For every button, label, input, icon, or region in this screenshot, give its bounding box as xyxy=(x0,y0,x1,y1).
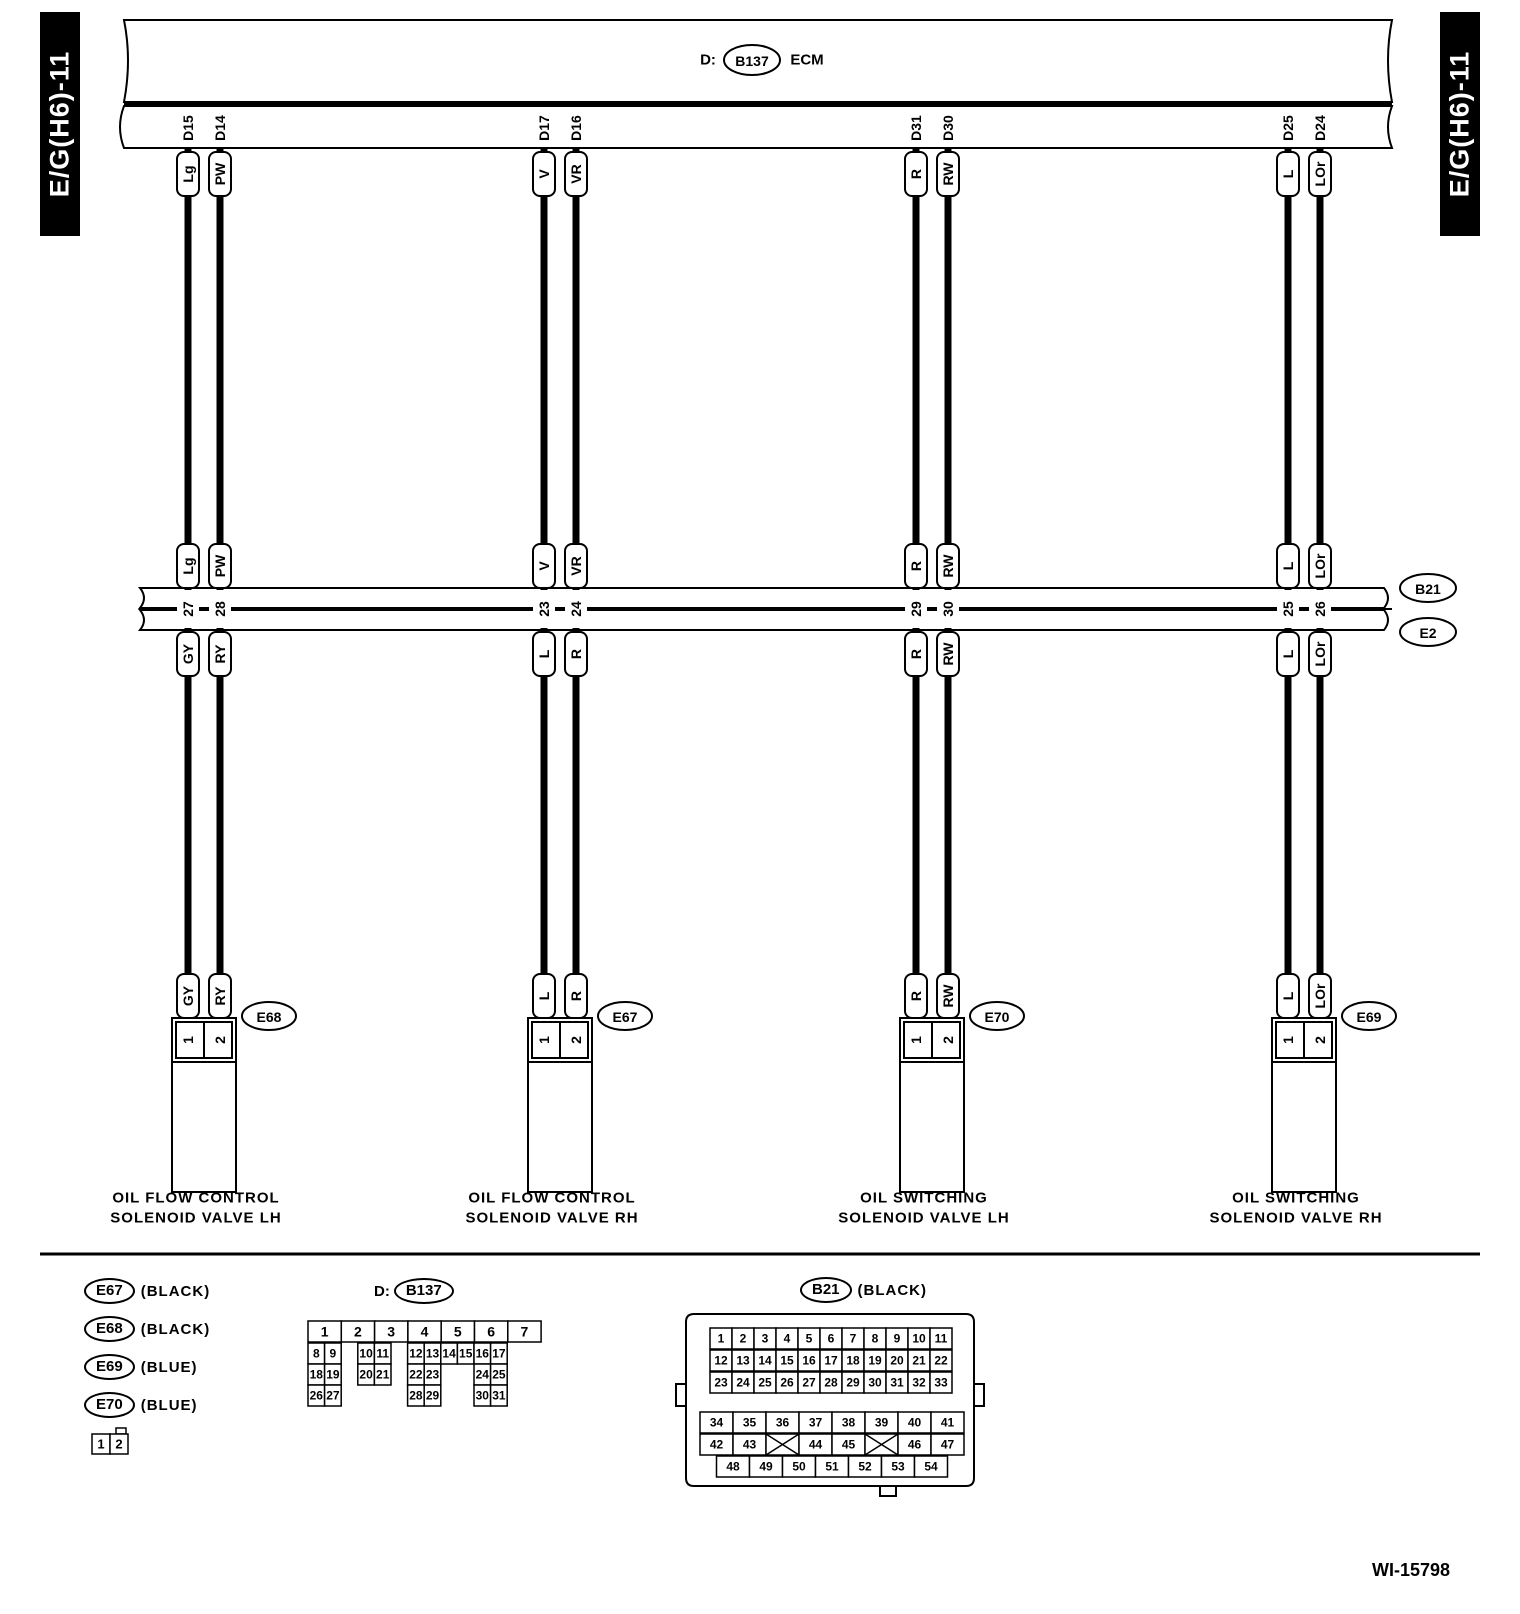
junction-upper-half xyxy=(140,588,1388,608)
b21-pin-label: 41 xyxy=(940,1415,955,1430)
solenoid-valve-body xyxy=(900,1062,964,1192)
connector-color: (BLACK) xyxy=(140,1282,211,1300)
wire-color-valve-text: L xyxy=(536,991,552,1001)
b21-pin-label: 13 xyxy=(736,1353,750,1368)
ecm-pin-label: D15 xyxy=(180,115,196,141)
b21-pin-label: 44 xyxy=(808,1437,823,1452)
wire-color-junction-out-text: GY xyxy=(180,643,196,665)
valve-label-line2: SOLENOID VALVE RH xyxy=(465,1209,639,1227)
b21-pin-label: 25 xyxy=(758,1375,772,1390)
wire-color-top-text: L xyxy=(1280,169,1296,179)
section-tab-right-label: E/G(H6)-11 xyxy=(1444,50,1475,198)
b137-face-header xyxy=(374,1278,454,1304)
wire-color-junction-in-text: L xyxy=(1280,561,1296,571)
b137-pin-label: 26 xyxy=(309,1388,323,1403)
b21-pin-label: 38 xyxy=(841,1415,856,1430)
wire-color-valve-text: RY xyxy=(212,986,228,1006)
b21-pin-label: 30 xyxy=(868,1375,882,1390)
junction-b21-label: B21 xyxy=(1415,581,1441,597)
b137-pin-label: 18 xyxy=(309,1367,323,1382)
b21-latch-right xyxy=(974,1384,984,1406)
b137-pin-label: 27 xyxy=(326,1388,340,1403)
b21-pin-label: 36 xyxy=(775,1415,790,1430)
connector-badge: E67 xyxy=(84,1278,135,1304)
ecm-pin-label: D24 xyxy=(1312,115,1328,141)
wire-color-top-text: PW xyxy=(212,162,228,186)
b137-pin-label: 11 xyxy=(376,1346,390,1361)
wire-color-valve-text: L xyxy=(1280,991,1296,1001)
b21-pin-label: 21 xyxy=(912,1353,926,1368)
valve-connector-e68-label: E68 xyxy=(256,1009,282,1025)
b137-pin-label: 14 xyxy=(442,1346,456,1361)
wire-color-junction-out-text: LOr xyxy=(1312,641,1328,667)
b21-pin-label: 18 xyxy=(846,1353,860,1368)
two-pin-face-label: 1 xyxy=(97,1436,105,1452)
b21-pin-label: 23 xyxy=(714,1375,728,1390)
junction-pin-label: 30 xyxy=(940,601,956,617)
ecm-pin-label: D30 xyxy=(940,115,956,141)
b137-pin-label: 25 xyxy=(492,1367,506,1382)
ecm-pin-strip xyxy=(120,106,1392,148)
b21-pin-label: 10 xyxy=(912,1331,926,1346)
valve-label-line1: OIL SWITCHING xyxy=(860,1189,988,1207)
b21-pin-label: 29 xyxy=(846,1375,860,1390)
b21-pin-label: 37 xyxy=(808,1415,823,1430)
wire-color-top-text: R xyxy=(908,168,924,180)
legend-row-e69 xyxy=(84,1352,198,1382)
wire-color-top-text: RW xyxy=(940,162,956,186)
b137-pin-label: 10 xyxy=(359,1346,373,1361)
wire-color-junction-in-text: VR xyxy=(568,556,584,576)
b21-badge: B21 xyxy=(800,1277,852,1303)
b21-pin-label: 49 xyxy=(759,1459,773,1474)
solenoid-valve-body xyxy=(1272,1062,1336,1192)
wire-color-junction-out-text: R xyxy=(568,648,584,660)
b21-pin-label: 51 xyxy=(825,1459,839,1474)
wire-color-junction-in-text: RW xyxy=(940,554,956,578)
b21-pin-label: 48 xyxy=(726,1459,740,1474)
b21-pin-label: 31 xyxy=(890,1375,904,1390)
ecm-connector-label: B137 xyxy=(735,53,769,69)
b137-badge: B137 xyxy=(394,1278,454,1304)
b137-pin-label: 7 xyxy=(520,1323,529,1340)
b21-pin-label: 2 xyxy=(739,1331,747,1346)
legend-row-e67 xyxy=(84,1276,210,1306)
b21-pin-label: 20 xyxy=(890,1353,904,1368)
b21-pin-label: 34 xyxy=(709,1415,724,1430)
b137-pin-label: 6 xyxy=(487,1323,495,1340)
valve-pin-label: 1 xyxy=(1280,1036,1296,1044)
wire-color-top-text: VR xyxy=(568,164,584,184)
junction-e2-label: E2 xyxy=(1419,625,1437,641)
ecm-pin-label: D25 xyxy=(1280,115,1296,141)
b21-pin-label: 7 xyxy=(849,1331,857,1346)
wire-color-top-text: Lg xyxy=(180,165,196,183)
junction-pin-label: 23 xyxy=(536,601,552,617)
valve-pin-label: 2 xyxy=(568,1036,584,1044)
ecm-pin-label: D17 xyxy=(536,115,552,141)
b21-pin-label: 12 xyxy=(714,1353,728,1368)
valve-pin-label: 1 xyxy=(180,1036,196,1044)
b21-pin-label: 9 xyxy=(893,1331,901,1346)
b21-pin-label: 39 xyxy=(874,1415,889,1430)
valve-pin-label: 1 xyxy=(908,1036,924,1044)
b137-pin-label: 8 xyxy=(312,1346,320,1361)
b137-pin-label: 17 xyxy=(492,1346,506,1361)
solenoid-valve-body xyxy=(528,1062,592,1192)
b21-pin-label: 47 xyxy=(940,1437,955,1452)
b21-pin-label: 19 xyxy=(868,1353,882,1368)
connector-color: (BLACK) xyxy=(140,1320,211,1338)
b21-pin-label: 27 xyxy=(802,1375,816,1390)
b137-pin-label: 1 xyxy=(320,1323,329,1340)
b21-key xyxy=(880,1486,896,1496)
b137-pin-label: 30 xyxy=(475,1388,489,1403)
b21-pin-label: 33 xyxy=(934,1375,948,1390)
connector-badge: E69 xyxy=(84,1354,135,1380)
b137-pin-label: 5 xyxy=(453,1323,462,1340)
wire-color-junction-out-text: R xyxy=(908,648,924,660)
wire-color-junction-out-text: RY xyxy=(212,644,228,664)
section-tab-left-label: E/G(H6)-11 xyxy=(44,50,75,198)
wire-color-junction-in-text: V xyxy=(536,561,552,571)
b21-pin-label: 16 xyxy=(802,1353,816,1368)
valve-connector-e69-label: E69 xyxy=(1356,1009,1382,1025)
b21-color: (BLACK) xyxy=(857,1281,928,1299)
wire-color-top-text: LOr xyxy=(1312,161,1328,187)
legend-row-e70 xyxy=(84,1390,198,1420)
valve-label-line2: SOLENOID VALVE RH xyxy=(1209,1209,1383,1227)
ecm-name: ECM xyxy=(790,51,824,69)
solenoid-valve-body xyxy=(172,1062,236,1192)
b21-pin-label: 35 xyxy=(742,1415,757,1430)
b137-pin-label: 15 xyxy=(459,1346,473,1361)
wire-color-valve-text: RW xyxy=(940,984,956,1008)
ecm-pin-label: D16 xyxy=(568,115,584,141)
b21-pin-label: 32 xyxy=(912,1375,926,1390)
b21-pin-label: 40 xyxy=(907,1415,922,1430)
wire-color-junction-in-text: PW xyxy=(212,554,228,578)
b137-pin-label: 22 xyxy=(409,1367,423,1382)
b137-pin-label: 12 xyxy=(409,1346,423,1361)
junction-pin-label: 27 xyxy=(180,601,196,617)
b137-pin-label: 21 xyxy=(376,1367,390,1382)
wire-color-valve-text: R xyxy=(908,990,924,1002)
b21-pin-label: 8 xyxy=(871,1331,879,1346)
wire-color-junction-out-text: L xyxy=(1280,649,1296,659)
wire-color-top-text: V xyxy=(536,169,552,179)
b21-pin-label: 14 xyxy=(758,1353,772,1368)
wire-color-valve-text: R xyxy=(568,990,584,1002)
b21-pin-label: 53 xyxy=(891,1459,905,1474)
two-pin-face-key xyxy=(116,1428,126,1434)
b137-pin-label: 2 xyxy=(354,1323,362,1340)
b137-pin-label: 23 xyxy=(425,1367,440,1382)
b21-pin-label: 45 xyxy=(841,1437,856,1452)
b21-latch-left xyxy=(676,1384,686,1406)
wire-color-junction-out-text: RW xyxy=(940,642,956,666)
ecm-pin-label: D14 xyxy=(212,115,228,141)
legend-row-e68 xyxy=(84,1314,210,1344)
b21-pin-label: 4 xyxy=(783,1331,791,1346)
junction-pin-label: 26 xyxy=(1312,601,1328,617)
b137-pin-label: 19 xyxy=(326,1367,340,1382)
drawing-id: WI-15798 xyxy=(1371,1560,1450,1580)
b21-pin-label: 46 xyxy=(907,1437,922,1452)
wire-color-valve-text: GY xyxy=(180,985,196,1007)
b21-pin-label: 1 xyxy=(717,1331,725,1346)
b21-pin-label: 24 xyxy=(736,1375,750,1390)
b21-pin-label: 22 xyxy=(934,1353,948,1368)
valve-label-line1: OIL FLOW CONTROL xyxy=(468,1189,636,1207)
b21-pin-label: 3 xyxy=(761,1331,769,1346)
b21-face-header xyxy=(800,1277,927,1303)
connector-color: (BLUE) xyxy=(140,1396,198,1414)
b137-pin-label: 24 xyxy=(475,1367,489,1382)
b21-pin-label: 15 xyxy=(780,1353,794,1368)
ecm-prefix: D: xyxy=(700,51,716,69)
b137-pin-label: 3 xyxy=(387,1323,396,1340)
b137-pin-label: 4 xyxy=(420,1323,429,1340)
b137-pin-label: 29 xyxy=(425,1388,440,1403)
junction-pin-label: 28 xyxy=(212,601,228,617)
valve-connector-e70-label: E70 xyxy=(984,1009,1010,1025)
b21-pin-label: 54 xyxy=(924,1459,938,1474)
connector-badge: E70 xyxy=(84,1392,135,1418)
b21-pin-label: 50 xyxy=(792,1459,806,1474)
valve-label-line1: OIL SWITCHING xyxy=(1232,1189,1360,1207)
valve-pin-label: 2 xyxy=(1312,1036,1328,1044)
valve-pin-label: 1 xyxy=(536,1036,552,1044)
valve-label-line2: SOLENOID VALVE LH xyxy=(110,1209,282,1227)
wire-color-junction-in-text: R xyxy=(908,560,924,572)
valve-label-line2: SOLENOID VALVE LH xyxy=(838,1209,1010,1227)
b21-pin-label: 6 xyxy=(827,1331,835,1346)
valve-label-line1: OIL FLOW CONTROL xyxy=(112,1189,280,1207)
b137-prefix: D: xyxy=(374,1282,390,1300)
connector-badge: E68 xyxy=(84,1316,135,1342)
b21-pin-label: 11 xyxy=(934,1331,948,1346)
b21-pin-label: 52 xyxy=(858,1459,872,1474)
two-pin-face-label: 2 xyxy=(115,1436,123,1452)
wire-color-valve-text: LOr xyxy=(1312,983,1328,1009)
b137-pin-label: 16 xyxy=(475,1346,489,1361)
connector-color: (BLUE) xyxy=(140,1358,198,1376)
valve-pin-label: 2 xyxy=(940,1036,956,1044)
junction-pin-label: 29 xyxy=(908,601,924,617)
wire-color-junction-in-text: LOr xyxy=(1312,553,1328,579)
b137-pin-label: 28 xyxy=(409,1388,423,1403)
junction-pin-label: 25 xyxy=(1280,601,1296,617)
junction-pin-label: 24 xyxy=(568,601,584,617)
b21-pin-label: 43 xyxy=(742,1437,757,1452)
valve-connector-e67-label: E67 xyxy=(612,1009,638,1025)
valve-pin-label: 2 xyxy=(212,1036,228,1044)
wire-color-junction-out-text: L xyxy=(536,649,552,659)
wire-color-junction-in-text: Lg xyxy=(180,557,196,575)
b137-pin-label: 13 xyxy=(425,1346,440,1361)
b137-pin-label: 31 xyxy=(492,1388,506,1403)
b21-pin-label: 42 xyxy=(709,1437,724,1452)
junction-lower-half xyxy=(140,610,1388,630)
b21-pin-label: 26 xyxy=(780,1375,794,1390)
b21-pin-label: 5 xyxy=(805,1331,813,1346)
b137-pin-label: 9 xyxy=(329,1346,337,1361)
ecm-pin-label: D31 xyxy=(908,115,924,141)
b21-pin-label: 28 xyxy=(824,1375,838,1390)
b137-pin-label: 20 xyxy=(359,1367,373,1382)
b21-pin-label: 17 xyxy=(824,1353,838,1368)
